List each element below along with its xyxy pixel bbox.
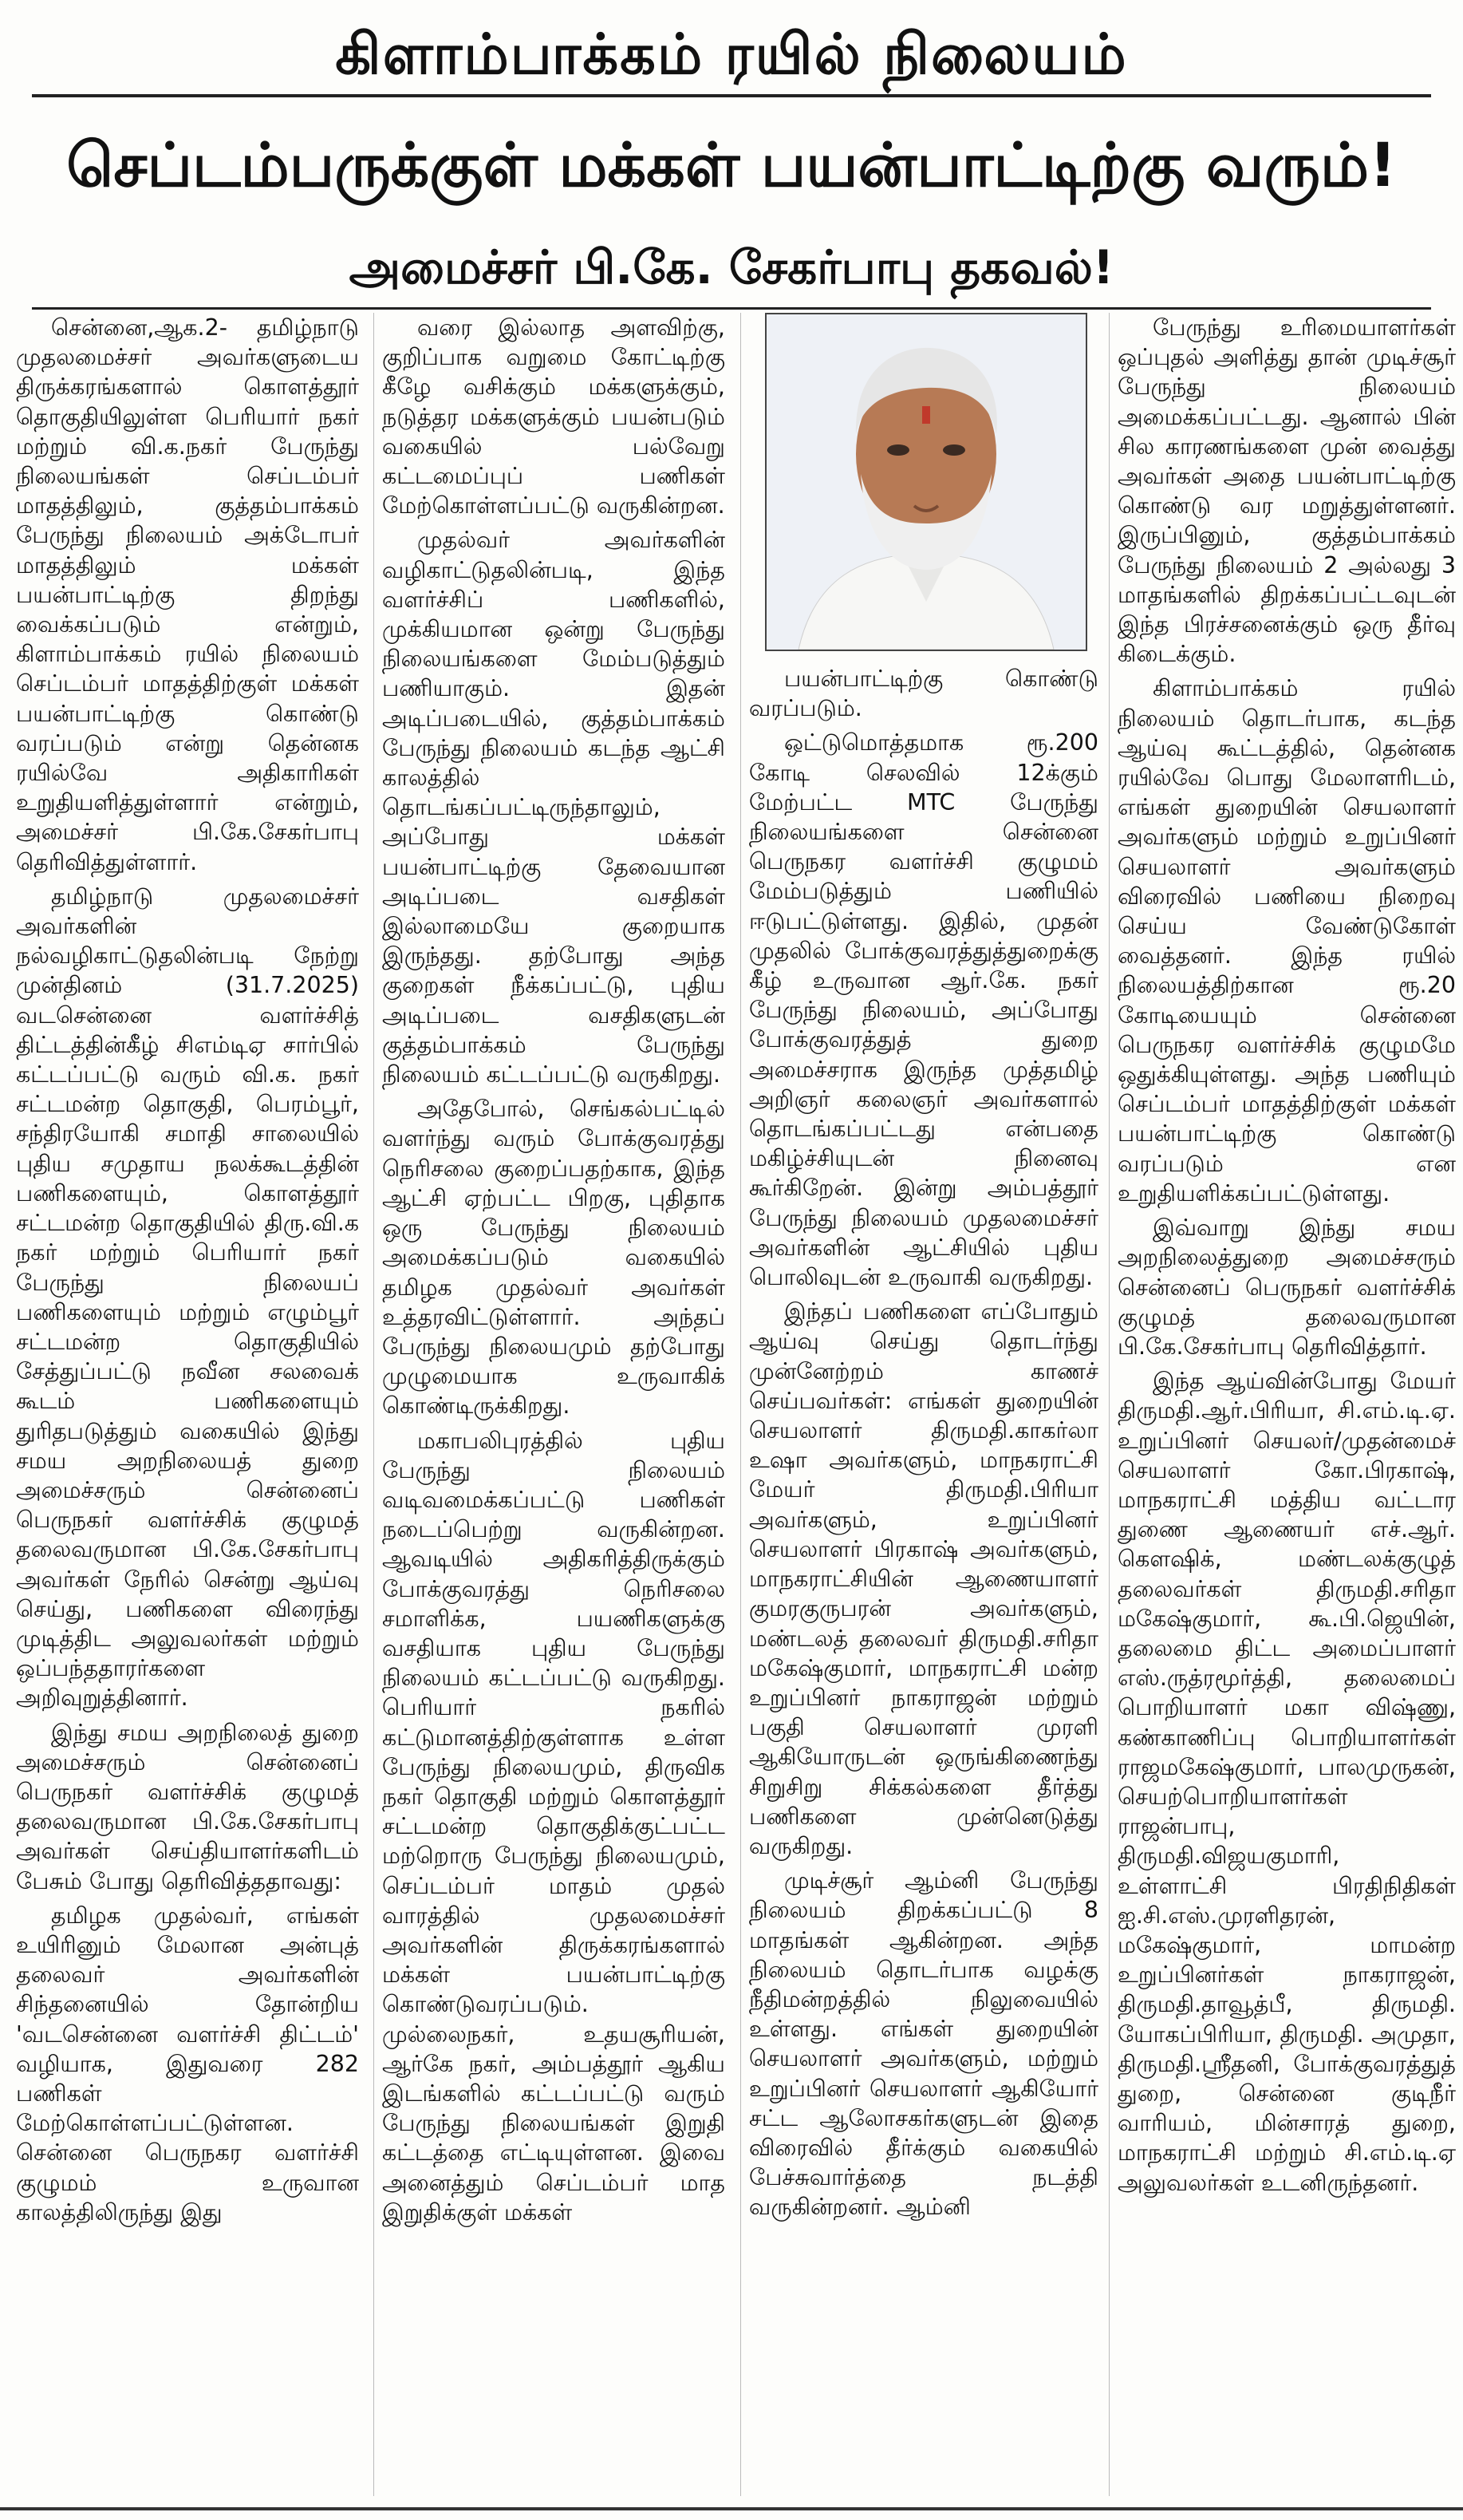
paragraph: வரை இல்லாத அளவிற்கு, குறிப்பாக வறுமை கோட்டிற்கு கீழே வசிக்கும் மக்களுக்கும், நடுத்தர மக்களுக்கும் பயன்படும் வகையில் பல்வேறு கட்டமைப்புப் பணிகள் மேற்கொள்ளப்பட்டு வருகின்றன. [382, 314, 725, 519]
paragraph: இவ்வாறு இந்து சமய அறநிலைத்துறை அமைச்சரும் சென்னைப் பெருநகர் வளர்ச்சிக் குழுமத் தலைவருமான பி.கே.சேகர்பாபு தெரிவித்தார். [1118, 1215, 1456, 1360]
paragraph: ஒட்டுமொத்தமாக ரூ.200 கோடி செலவில் 12க்கும் மேற்பட்ட MTC பேருந்து நிலையங்களை சென்னை பெருநகர வளர்ச்சி குழுமம் மேம்படுத்தும் பணியில் ஈடுபட்டுள்ளது. இதில், முதன் முதலில் போக்குவரத்துத்துறைக்கு கீழ் உருவான ஆர்.கே. நகர் பேருந்து நிலையம், அப்போது போக்குவரத்துத் துறை அமைச்சராக இருந்த முத்தமிழ் அறிஞர் கலைஞர் அவர்களால் தொடங்கப்பட்டது என்பதை மகிழ்ச்சியுடன் நினைவு கூர்கிறேன். இன்று அம்பத்தூர் பேருந்து நிலையம் முதலமைச்சர் அவர்களின் ஆட்சியில் புதிய பொலிவுடன் உருவாகி வருகிறது. [749, 729, 1098, 1291]
portrait-illustration [767, 314, 1086, 650]
paragraph: தமிழ்நாடு முதலமைச்சர் அவர்களின் நல்வழிகாட்டுதலின்படி நேற்று முன்தினம் (31.7.2025) வடசென்னை வளர்ச்சித் திட்டத்தின்கீழ் சிஎம்டிஏ சார்பில் கட்டப்பட்டு வரும் வி.க. நகர் சட்டமன்ற தொகுதி, பெரம்பூர், சந்திரயோகி சமாதி சாலையில் புதிய சமுதாய நலக்கூடத்தின் பணிகளையும், கொளத்தூர் சட்டமன்ற தொகுதியில் திரு.வி.க நகர் மற்றும் பெரியார் நகர் பேருந்து நிலையப் பணிகளையும் மற்றும் எழும்பூர் சட்டமன்ற தொகுதியில் சேத்துப்பட்டு நவீன சலவைக் கூடம் பணிகளையும் துரிதபடுத்தும் வகையில் இந்து சமய அறநிலையத் துறை அமைச்சரும் சென்னைப் பெருநகர் வளர்ச்சிக் குழுமத் தலைவருமான பி.கே.சேகர்பாபு அவர்கள் நேரில் சென்று ஆய்வு செய்து, பணிகளை விரைந்து முடித்திட அலுவலர்கள் மற்றும் ஒப்பந்ததாரர்களை அறிவுறுத்தினார். [16, 883, 359, 1712]
minister-portrait-photo [765, 313, 1087, 651]
paragraph: முதல்வர் அவர்களின் வழிகாட்டுதலின்படி, இந்த வளர்ச்சிப் பணிகளில், முக்கியமான ஒன்று பேருந்து நிலையங்களை மேம்படுத்தும் பணியாகும். இதன் அடிப்படையில், குத்தம்பாக்கம் பேருந்து நிலையம் கடந்த ஆட்சி காலத்தில் தொடங்கப்பட்டிருந்தாலும், அப்போது மக்கள் பயன்பாட்டிற்கு தேவையான அடிப்படை வசதிகள் இல்லாமையே குறையாக இருந்தது. தற்போது அந்த குறைகள் நீக்கப்பட்டு, புதிய அடிப்படை வசதிகளுடன் குத்தம்பாக்கம் பேருந்து நிலையம் கட்டப்பட்டு வருகிறது. [382, 527, 725, 1088]
paragraph: இந்த ஆய்வின்போது மேயர் திருமதி.ஆர்.பிரியா, சி.எம்.டி.ஏ. உறுப்பினர் செயலர்/முதன்மைச் செயலாளர் கோ.பிரகாஷ், மாநகராட்சி மத்திய வட்டார துணை ஆணையர் எச்.ஆர். கௌஷிக், மண்டலக்குழுத் தலைவர்கள் திருமதி.சரிதா மகேஷ்குமார், கூ.பி.ஜெயின், தலைமை திட்ட அமைப்பாளர் எஸ்.ருத்ரமூர்த்தி, தலைமைப் பொறியாளர் மகா விஷ்ணு, கண்காணிப்பு பொறியாளர்கள் ராஜமகேஷ்குமார், பாலமுருகன், செயற்பொறியாளர்கள் ராஜன்பாபு, திருமதி.விஜயகுமாரி, உள்ளாட்சி பிரதிநிதிகள் ஐ.சி.எஸ்.முரளிதரன், மகேஷ்குமார், மாமன்ற உறுப்பினர்கள் நாகராஜன், திருமதி.தாவூத்பீ, திருமதி. யோகப்பிரியா, திருமதி. அமுதா, திருமதி.ஸ்ரீதனி, போக்குவரத்துத் துறை, சென்னை குடிநீர் வாரியம், மின்சாரத் துறை, மாநகராட்சி மற்றும் சி.எம்.டி.ஏ அலுவலர்கள் உடனிருந்தனர். [1118, 1368, 1456, 2196]
paragraph: தமிழக முதல்வர், எங்கள் உயிரினும் மேலான அன்புத் தலைவர் அவர்களின் சிந்தனையில் தோன்றிய 'வடசென்னை வளர்ச்சி திட்டம்' வழியாக, இதுவரை 282 பணிகள் மேற்கொள்ளப்பட்டுள்ளன. சென்னை பெருநகர வளர்ச்சி குழுமம் உருவான காலத்திலிருந்து இது [16, 1902, 359, 2226]
paragraph: மகாபலிபுரத்தில் புதிய பேருந்து நிலையம் வடிவமைக்கப்பட்டு பணிகள் நடைப்பெற்று வருகின்றன. ஆவடியில் அதிகரித்திருக்கும் போக்குவரத்து நெரிசலை சமாளிக்க, பயணிகளுக்கு வசதியாக புதிய பேருந்து நிலையம் கட்டப்பட்டு வருகிறது. பெரியார் நகரில் கட்டுமானத்திற்குள்ளாக உள்ள பேருந்து நிலையமும், திருவிக நகர் தொகுதி மற்றும் கொளத்தூர் சட்டமன்ற தொகுதிக்குட்பட்ட மற்றொரு பேருந்து நிலையமும், செப்டம்பர் மாதம் முதல் வாரத்தில் முதலமைச்சர் அவர்களின் திருக்கரங்களால் மக்கள் பயன்பாட்டிற்கு கொண்டுவரப்படும். முல்லைநகர், உதயசூரியன், ஆர்கே நகர், அம்பத்தூர் ஆகிய இடங்களில் கட்டப்பட்டு வரும் பேருந்து நிலையங்கள் இறுதி கட்டத்தை எட்டியுள்ளன. இவை அனைத்தும் செப்டம்பர் மாத இறுதிக்குள் மக்கள் [382, 1427, 725, 2226]
paragraph: பேருந்து உரிமையாளர்கள் ஒப்புதல் அளித்து தான் முடிச்சூர் பேருந்து நிலையம் அமைக்கப்பட்டது. ஆனால் பின் சில காரணங்களை முன் வைத்து அவர்கள் அதை பயன்பாட்டிற்கு கொண்டு வர மறுத்துள்ளனர். இருப்பினும், குத்தம்பாக்கம் பேருந்து நிலையம் 2 அல்லது 3 மாதங்களில் திறக்கப்பட்டவுடன் இந்த பிரச்சனைக்கும் ஒரு தீர்வு கிடைக்கும். [1118, 314, 1456, 668]
paragraph: பயன்பாட்டிற்கு கொண்டு வரப்படும். [749, 666, 1098, 722]
sub-headline: அமைச்சர் பி.கே. சேகர்பாபு தகவல்! [32, 227, 1431, 310]
paragraph: இந்து சமய அறநிலைத் துறை அமைச்சரும் சென்னைப் பெருநகர் வளர்ச்சிக் குழுமத் தலைவருமான பி.கே.சேகர்பாபு அவர்கள் செய்தியாளர்களிடம் பேசும் போது தெரிவித்ததாவது: [16, 1719, 359, 1894]
article-column-2 [373, 313, 725, 2496]
paragraph: கிளாம்பாக்கம் ரயில் நிலையம் தொடர்பாக, கடந்த ஆய்வு கூட்டத்தில், தென்னக ரயில்வே பொது மேலாளரிடம், எங்கள் துறையின் செயலாளர் அவர்களும் மற்றும் உறுப்பினர் செயலாளர் அவர்களும் விரைவில் பணியை நிறைவு செய்ய வேண்டுகோள் வைத்தனர். இந்த ரயில் நிலையத்திற்கான ரூ.20 கோடியையும் சென்னை பெருநகர வளர்ச்சிக் குழுமமே ஒதுக்கியுள்ளது. அந்த பணியும் செப்டம்பர் மாதத்திற்குள் மக்கள் பயன்பாட்டிற்கு கொண்டு வரப்படும் என உறுதியளிக்கப்பட்டுள்ளது. [1118, 675, 1456, 1207]
article-column-3 [740, 313, 1098, 2496]
main-headline: செப்டம்பருக்குள் மக்கள் பயன்பாட்டிற்கு வரும்! [66, 129, 1397, 200]
column-3-body [749, 664, 1098, 2496]
bottom-divider [0, 2507, 1463, 2510]
paragraph: அதேபோல், செங்கல்பட்டில் வளர்ந்து வரும் போக்குவரத்து நெரிசலை குறைப்பதற்காக, இந்த ஆட்சி ஏற்பட்ட பிறகு, புதிதாக ஒரு பேருந்து நிலையம் அமைக்கப்படும் வகையில் தமிழக முதல்வர் அவர்கள் உத்தரவிட்டுள்ளார். அந்தப் பேருந்து நிலையமும் தற்போது முழுமையாக உருவாகிக் கொண்டிருக்கிறது. [382, 1096, 725, 1420]
paragraph: முடிச்சூர் ஆம்னி பேருந்து நிலையம் திறக்கப்பட்டு 8 மாதங்கள் ஆகின்றன. அந்த நிலையம் தொடர்பாக வழக்கு நீதிமன்றத்தில் நிலுவையில் உள்ளது. எங்கள் துறையின் செயலாளர் அவர்களும், மற்றும் உறுப்பினர் செயலாளர் ஆகியோர் சட்ட ஆலோசகர்களுடன் இதை விரைவில் தீர்க்கும் வகையில் பேச்சுவார்த்தை நடத்தி வருகின்றனர். ஆம்னி [749, 1867, 1098, 2221]
article-column-1 [16, 313, 359, 2496]
paragraph: சென்னை,ஆக.2- தமிழ்நாடு முதலமைச்சர் அவர்களுடைய திருக்கரங்களால் கொளத்தூர் தொகுதியிலுள்ள பெரியார் நகர் மற்றும் வி.க.நகர் பேருந்து நிலையங்கள் செப்டம்பர் மாதத்திலும், குத்தம்பாக்கம் பேருந்து நிலையம் அக்டோபர் மாதத்திலும் மக்கள் பயன்பாட்டிற்கு திறந்து வைக்கப்படும் என்றும், கிளாம்பாக்கம் ரயில் நிலையம் செப்டம்பர் மாதத்திற்குள் மக்கள் பயன்பாட்டிற்கு கொண்டு வரப்படும் என்று தென்னக ரயில்வே அதிகாரிகள் உறுதியளித்துள்ளார் என்றும், அமைச்சர் பி.கே.சேகர்பாபு தெரிவித்துள்ளார். [16, 314, 359, 875]
paragraph: இந்தப் பணிகளை எப்போதும் ஆய்வு செய்து தொடர்ந்து முன்னேற்றம் காணச் செய்பவர்கள்: எங்கள் துறையின் செயலாளர் திருமதி.காகர்லா உஷா அவர்களும், மாநகராட்சி மேயர் திருமதி.பிரியா அவர்களும், உறுப்பினர் செயலாளர் பிரகாஷ் அவர்களும், மாநகராட்சியின் ஆணையாளர் குமரகுருபரன் அவர்களும், மண்டலத் தலைவர் திருமதி.சரிதா மகேஷ்குமார், மாநகராட்சி மன்ற உறுப்பினர் நாகராஜன் மற்றும் பகுதி செயலாளர் முரளி ஆகியோருடன் ஒருங்கிணைந்து சிறுசிறு சிக்கல்களை தீர்த்து பணிகளை முன்னெடுத்து வருகிறது. [749, 1298, 1098, 1859]
article-column-4 [1109, 313, 1456, 2496]
kicker-heading: கிளாம்பாக்கம் ரயில் நிலையம் [32, 14, 1431, 97]
